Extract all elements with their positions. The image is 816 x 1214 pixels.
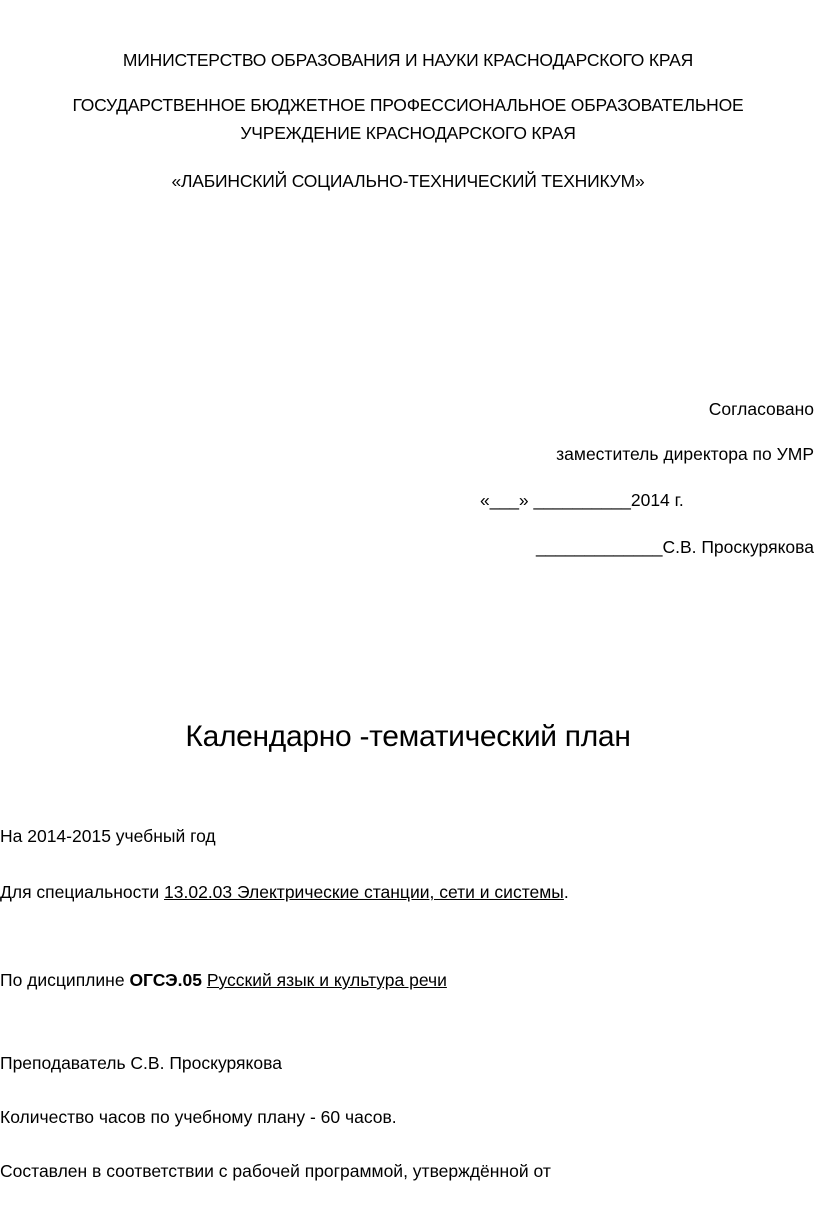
page-title: Календарно -тематический план bbox=[185, 720, 631, 753]
school-heading: «ЛАБИНСКИЙ СОЦИАЛЬНО-ТЕХНИЧЕСКИЙ ТЕХНИКУМ» bbox=[171, 171, 645, 191]
specialty-end: . bbox=[563, 882, 569, 902]
discipline-name: Русский язык и культура речи bbox=[206, 970, 447, 990]
specialty-line bbox=[0, 880, 569, 904]
academic-year: На 2014-2015 учебный год bbox=[0, 826, 216, 846]
approval-date-line: «___» __________2014 г. bbox=[480, 490, 684, 510]
discipline-code: ОГСЭ.05 bbox=[129, 970, 202, 990]
discipline-line bbox=[0, 968, 447, 992]
compiled-line: Составлен в соответствии с рабочей программой, утверждённой от bbox=[0, 1161, 551, 1181]
specialty-value: 13.02.03 Электрические станции, сети и системы bbox=[164, 882, 564, 902]
approval-position: заместитель директора по УМР bbox=[556, 444, 814, 464]
institution-heading-line2: УЧРЕЖДЕНИЕ КРАСНОДАРСКОГО КРАЯ bbox=[240, 123, 576, 143]
discipline-label: По дисциплине bbox=[0, 970, 130, 990]
approval-signature-line: _____________С.В. Проскурякова bbox=[535, 537, 814, 557]
specialty-label: Для специальности bbox=[0, 882, 165, 902]
ministry-heading: МИНИСТЕРСТВО ОБРАЗОВАНИЯ И НАУКИ КРАСНОДАРСКОГО КРАЯ bbox=[122, 50, 694, 70]
hours-line: Количество часов по учебному плану - 60 часов. bbox=[0, 1107, 397, 1127]
institution-heading-line1: ГОСУДАРСТВЕННОЕ БЮДЖЕТНОЕ ПРОФЕССИОНАЛЬНОЕ ОБРАЗОВАТЕЛЬНОЕ bbox=[72, 95, 744, 115]
teacher-line: Преподаватель С.В. Проскурякова bbox=[0, 1053, 282, 1073]
approval-agreed: Согласовано bbox=[708, 399, 814, 419]
